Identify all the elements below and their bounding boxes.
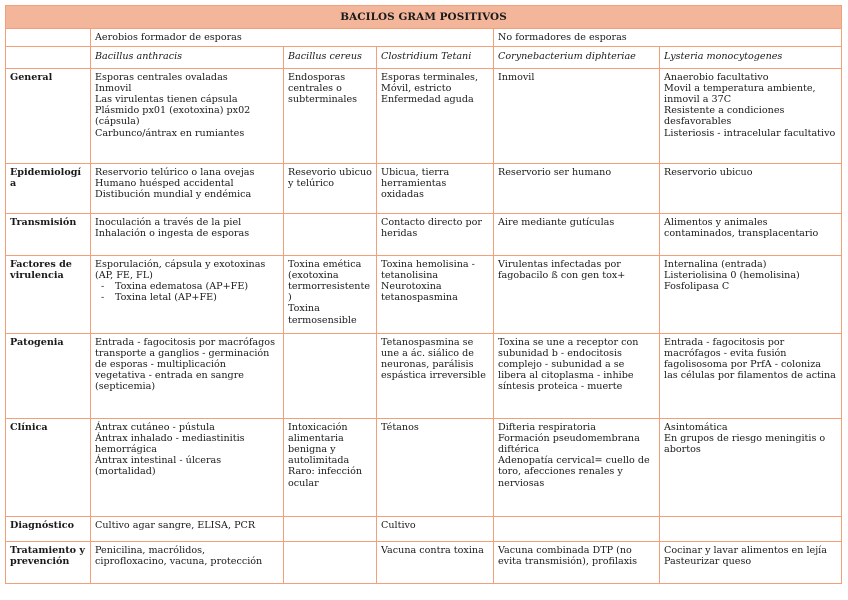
cell (494, 213, 660, 255)
cell (284, 333, 377, 418)
cell-line: Toxina hemolisina - tetanolisina (381, 258, 475, 281)
cell (660, 68, 842, 163)
row-label: Tratamiento y prevención (6, 541, 91, 583)
cell (377, 68, 494, 163)
cell-line: Adenopatía cervical= cuello de toro, afecciones renales y nerviosas (498, 455, 650, 489)
cell-line: Penicilina, macrólidos, ciprofloxacino, vacuna, protección (95, 544, 263, 567)
table-row-diagnostico (6, 516, 842, 541)
cell-line: Reservorio ubicuo (664, 166, 753, 178)
cell (660, 516, 842, 541)
cell-line: Internalina (entrada) (664, 258, 767, 270)
cell-line: Movil a temperatura ambiente, inmovil a 37C (664, 82, 816, 106)
table-row-tratamiento (6, 541, 842, 583)
cell (494, 418, 660, 516)
cell (377, 255, 494, 333)
cell-line: Toxina emética (exotoxina termorresistente) (288, 258, 371, 304)
cell-line: Tetanospasmina se une a ác. siálico de neuronas, parálisis espástica irreversible (381, 336, 486, 382)
cell (494, 163, 660, 213)
cell (284, 68, 377, 163)
cell-line: Las virulentas tienen cápsula (95, 94, 238, 106)
table-row-clinica (6, 418, 842, 516)
table-row-patogenia (6, 333, 842, 418)
cell-line: Aire mediante gutículas (498, 216, 615, 228)
cell (377, 213, 494, 255)
cell-line: Enfermedad aguda (381, 94, 474, 106)
cell (91, 255, 284, 333)
cell (377, 541, 494, 583)
cell (494, 333, 660, 418)
cell-line: Toxina se une a receptor con subunidad b - endocitosis complejo - subunidad a se libera al citoplasma - inhibe síntesis proteica - muerte (498, 336, 639, 393)
cell (91, 333, 284, 418)
cell (494, 541, 660, 583)
table-row-factores-virulencia (6, 255, 842, 333)
cell-line: Endosporas centrales o subterminales (288, 71, 358, 106)
cell-line: Virulentas infectadas por fagobacilo ß con gen tox+ (498, 258, 626, 281)
cell (91, 68, 284, 163)
cell-line: Intoxicación alimentaria benigna y autolimitada (288, 421, 350, 467)
cell (91, 213, 284, 255)
species-bacillus-cereus: Bacillus cereus (284, 47, 377, 68)
species-clostridium-tetani: Clostridium Tetani (377, 47, 494, 68)
cell-line: Ubicua, tierra herramientas oxidadas (381, 166, 450, 201)
cell (660, 541, 842, 583)
cell-line: Ántrax cutáneo - pústula (95, 421, 215, 433)
cell-line: Esporas centrales ovaladas (95, 71, 228, 83)
cell-line: Resistente a condiciones desfavorables (664, 105, 785, 128)
cell-line: Toxina termosensible (288, 303, 357, 326)
cell (494, 255, 660, 333)
cell (284, 516, 377, 541)
cell-line: Neurotoxina tetanospasmina (381, 281, 458, 304)
cell (284, 213, 377, 255)
species-bacillus-anthracis: Bacillus anthracis (91, 47, 284, 68)
cell-line: Distibución mundial y endémica (95, 189, 252, 201)
cell-line: En grupos de riesgo meningitis o abortos (664, 432, 826, 456)
cell (377, 333, 494, 418)
cell-line: Cultivo (381, 519, 416, 531)
cell (91, 418, 284, 516)
table-row-transmision (6, 213, 842, 255)
cell-line: Humano huésped accidental (95, 177, 234, 189)
cell-line: Listeriosis - intracelular facultativo (664, 127, 836, 139)
row-label: Factores de virulencia (6, 255, 91, 333)
cell-line: Carbunco/ántrax en rumiantes (95, 127, 245, 139)
cell-line: Vacuna combinada DTP (no evita transmisión), profilaxis (498, 544, 638, 567)
cell-line: - Toxina letal (AP+FE) (95, 292, 279, 303)
cell (284, 255, 377, 333)
corner-cell (6, 47, 91, 68)
cell-line: Esporas terminales, Móvil, estricto (381, 71, 479, 94)
cell-line: Inmovil (95, 82, 132, 94)
cell (91, 163, 284, 213)
cell (91, 541, 284, 583)
row-label: Clínica (6, 418, 91, 516)
cell-line: Vacuna contra toxina (381, 544, 484, 556)
row-label: Diagnóstico (6, 516, 91, 541)
cell-line: Inhalación o ingesta de esporas (95, 227, 250, 239)
cell-line: - Toxina edematosa (AP+FE) (95, 281, 279, 292)
cell-line: Asintomática (664, 421, 728, 433)
cell (377, 163, 494, 213)
row-label: Epidemiología (6, 163, 91, 213)
group-no-formadores: No formadores de esporas (494, 29, 842, 47)
cell (377, 516, 494, 541)
cell-line: Ántrax intestinal - úlceras (mortalidad) (95, 455, 222, 478)
cell-line: Cocinar y lavar alimentos en lejía (664, 544, 827, 556)
cell-line: Contacto directo por heridas (381, 216, 482, 239)
cell (284, 541, 377, 583)
row-label: Patogenia (6, 333, 91, 418)
bacilos-table (5, 5, 842, 584)
cell (660, 418, 842, 516)
cell-line: Plásmido px01 (exotoxina) px02 (cápsula) (95, 105, 251, 128)
cell (660, 333, 842, 418)
cell (660, 163, 842, 213)
corner-cell (6, 29, 91, 47)
cell (284, 418, 377, 516)
cell-line: Reservorio telúrico o lana ovejas (95, 166, 255, 178)
cell-line: Entrada - fagocitosis por macrófagos - evita fusión fagolisosoma por PrfA - coloniza las células por filamentos de actina (664, 336, 836, 382)
cell (494, 68, 660, 163)
cell-line: Esporulación, cápsula y exotoxinas (AP, FE, FL) (95, 258, 266, 281)
cell (660, 255, 842, 333)
cell (494, 516, 660, 541)
cell-line: Resevorio ubicuo y telúrico (288, 166, 372, 189)
row-label: Transmisión (6, 213, 91, 255)
group-aerobios: Aerobios formador de esporas (91, 29, 494, 47)
cell-line: Ántrax inhalado - mediastinitis hemorrágica (95, 432, 245, 456)
cell-line: Fosfolipasa C (664, 281, 730, 293)
title-row (6, 6, 842, 29)
cell-line: Alimentos y animales contaminados, transplacentario (664, 216, 819, 239)
cell-line: Reservorio ser humano (498, 166, 612, 178)
cell (91, 516, 284, 541)
cell (377, 418, 494, 516)
cell (284, 163, 377, 213)
cell-line: Inoculación a través de la piel (95, 216, 242, 228)
species-corynebacterium: Corynebacterium diphteriae (494, 47, 660, 68)
table-row-epidemiologia (6, 163, 842, 213)
group-row (6, 29, 842, 47)
cell-line: Listeriolisina 0 (hemolisina) (664, 269, 800, 281)
cell-line: Formación pseudomembrana diftérica (498, 432, 640, 456)
cell-line: Raro: infección ocular (288, 466, 363, 489)
cell-line: Inmovil (498, 71, 535, 83)
cell-line: Tétanos (381, 421, 419, 433)
cell-line: Anaerobio facultativo (664, 71, 769, 83)
species-row (6, 47, 842, 68)
cell-line: Cultivo agar sangre, ELISA, PCR (95, 519, 256, 531)
species-listeria: Lysteria monocytogenes (660, 47, 842, 68)
table-title: BACILOS GRAM POSITIVOS (6, 6, 842, 29)
table-row-general (6, 68, 842, 163)
row-label: General (6, 68, 91, 163)
cell-line: Difteria respiratoria (498, 421, 596, 433)
cell-line: Pasteurizar queso (664, 555, 752, 567)
cell (660, 213, 842, 255)
cell-line: Entrada - fagocitosis por macrófagos transporte a ganglios - germinación de esporas - multiplicación vegetativa - entrada en sangre (septicemia) (95, 336, 275, 393)
